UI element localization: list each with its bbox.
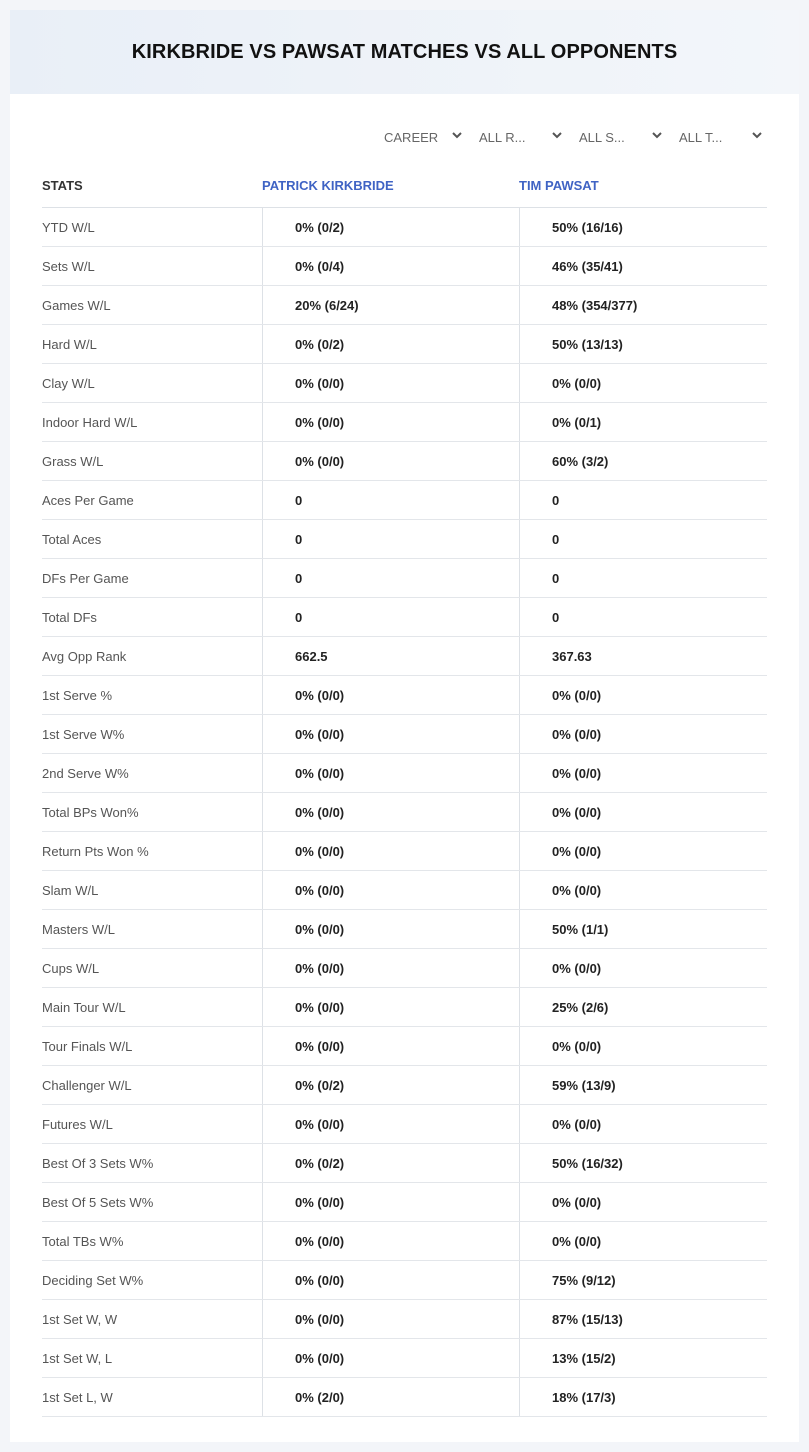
stat-label: Best Of 3 Sets W% [42, 1155, 154, 1171]
player2-value: 50% (16/32) [519, 1144, 767, 1182]
player1-value: 0% (0/0) [262, 364, 519, 402]
table-row [42, 442, 767, 481]
table-row [42, 871, 767, 910]
table-row [42, 598, 767, 637]
player1-value: 0% (0/0) [262, 988, 519, 1026]
player2-value: 50% (13/13) [519, 325, 767, 363]
player2-value: 0% (0/0) [519, 793, 767, 831]
stat-label: Cups W/L [42, 960, 100, 976]
stat-label: 1st Set W, W [42, 1311, 118, 1327]
player1-value: 0% (0/0) [262, 442, 519, 480]
player2-value: 0% (0/0) [519, 1183, 767, 1221]
filter-bar [10, 94, 799, 164]
player1-value: 0 [262, 598, 519, 636]
player2-value: 46% (35/41) [519, 247, 767, 285]
player1-value: 0% (0/0) [262, 676, 519, 714]
player2-value: 87% (15/13) [519, 1300, 767, 1338]
table-row [42, 949, 767, 988]
filter-career-select[interactable] [384, 126, 464, 148]
stat-label: DFs Per Game [42, 570, 129, 586]
player1-value: 20% (6/24) [262, 286, 519, 324]
chevron-down-icon [750, 128, 764, 142]
table-row [42, 988, 767, 1027]
stat-label: Total BPs Won% [42, 804, 139, 820]
player1-value: 0 [262, 559, 519, 597]
player2-value: 0% (0/0) [519, 754, 767, 792]
stat-label: Total DFs [42, 609, 97, 625]
player2-value: 0% (0/1) [519, 403, 767, 441]
player2-value: 0% (0/0) [519, 871, 767, 909]
page-header [10, 10, 799, 94]
table-row [42, 247, 767, 286]
player1-value: 0% (0/0) [262, 1339, 519, 1377]
player1-value: 662.5 [262, 637, 519, 675]
stat-label: Total Aces [42, 531, 102, 547]
table-row [42, 403, 767, 442]
table-row [42, 364, 767, 403]
stat-label: Aces Per Game [42, 492, 134, 508]
stat-label: Games W/L [42, 297, 111, 313]
stat-label: Avg Opp Rank [42, 648, 127, 664]
player1-value: 0% (0/0) [262, 754, 519, 792]
table-row [42, 1066, 767, 1105]
table-row [42, 1261, 767, 1300]
stat-label: 1st Set W, L [42, 1350, 113, 1366]
table-row [42, 1378, 767, 1417]
player1-value: 0% (0/0) [262, 1105, 519, 1143]
table-row [42, 520, 767, 559]
player2-value: 13% (15/2) [519, 1339, 767, 1377]
player1-value: 0% (0/2) [262, 1066, 519, 1104]
stat-label: Grass W/L [42, 453, 104, 469]
player1-value: 0% (0/0) [262, 1222, 519, 1260]
player2-value: 0% (0/0) [519, 949, 767, 987]
table-row [42, 1300, 767, 1339]
stat-label: Clay W/L [42, 375, 95, 391]
chevron-down-icon [550, 128, 564, 142]
filter-round-label: ALL R... [479, 129, 526, 145]
player1-value: 0% (0/2) [262, 1144, 519, 1182]
player2-value: 0 [519, 598, 767, 636]
player1-value: 0% (0/0) [262, 715, 519, 753]
player2-value: 50% (1/1) [519, 910, 767, 948]
table-body [42, 208, 767, 1417]
table-row [42, 1027, 767, 1066]
player2-value: 59% (13/9) [519, 1066, 767, 1104]
stat-label: Best Of 5 Sets W% [42, 1194, 154, 1210]
stat-label: Main Tour W/L [42, 999, 126, 1015]
table-row [42, 754, 767, 793]
player2-value: 60% (3/2) [519, 442, 767, 480]
stat-label: 1st Serve W% [42, 726, 125, 742]
player2-value: 50% (16/16) [519, 208, 767, 246]
player1-value: 0% (0/0) [262, 949, 519, 987]
stat-label: Masters W/L [42, 921, 115, 937]
filter-career-label: CAREER [384, 129, 439, 145]
table-header [42, 164, 767, 208]
player2-value: 0% (0/0) [519, 1027, 767, 1065]
table-row [42, 208, 767, 247]
player2-value: 0 [519, 520, 767, 558]
player2-value: 75% (9/12) [519, 1261, 767, 1299]
player2-value: 18% (17/3) [519, 1378, 767, 1416]
stats-table [10, 164, 799, 1417]
table-row [42, 1339, 767, 1378]
player1-value: 0% (0/0) [262, 832, 519, 870]
stat-label: Slam W/L [42, 882, 99, 898]
column-header-player2[interactable]: TIM PAWSAT [519, 178, 599, 193]
filter-tournament-label: ALL T... [679, 129, 723, 145]
table-row [42, 832, 767, 871]
stat-label: Futures W/L [42, 1116, 113, 1132]
player2-value: 0 [519, 559, 767, 597]
stat-label: Tour Finals W/L [42, 1038, 133, 1054]
column-header-player1[interactable]: PATRICK KIRKBRIDE [262, 178, 394, 193]
player2-value: 0% (0/0) [519, 364, 767, 402]
table-row [42, 481, 767, 520]
chevron-down-icon [450, 128, 464, 142]
player2-value: 48% (354/377) [519, 286, 767, 324]
player1-value: 0% (0/0) [262, 1261, 519, 1299]
stats-card [10, 10, 799, 1442]
table-row [42, 1183, 767, 1222]
player1-value: 0% (0/0) [262, 1300, 519, 1338]
table-row [42, 793, 767, 832]
player1-value: 0% (2/0) [262, 1378, 519, 1416]
table-row [42, 637, 767, 676]
filter-tournament-select[interactable] [679, 126, 764, 148]
player2-value: 0 [519, 481, 767, 519]
filter-surface-select[interactable] [579, 126, 664, 148]
stat-label: Return Pts Won % [42, 843, 149, 859]
player2-value: 0% (0/0) [519, 832, 767, 870]
player1-value: 0% (0/0) [262, 910, 519, 948]
player1-value: 0% (0/0) [262, 871, 519, 909]
player1-value: 0 [262, 481, 519, 519]
player1-value: 0% (0/0) [262, 403, 519, 441]
player2-value: 0% (0/0) [519, 1105, 767, 1143]
stat-label: 1st Set L, W [42, 1389, 113, 1405]
filter-surface-label: ALL S... [579, 129, 625, 145]
stat-label: 1st Serve % [42, 687, 113, 703]
player1-value: 0% (0/0) [262, 1183, 519, 1221]
player1-value: 0 [262, 520, 519, 558]
player1-value: 0% (0/0) [262, 1027, 519, 1065]
player2-value: 367.63 [519, 637, 767, 675]
table-row [42, 1144, 767, 1183]
column-header-stats: STATS [42, 178, 83, 193]
player1-value: 0% (0/4) [262, 247, 519, 285]
table-row [42, 559, 767, 598]
player2-value: 0% (0/0) [519, 715, 767, 753]
player1-value: 0% (0/0) [262, 793, 519, 831]
page-title: KIRKBRIDE VS PAWSAT MATCHES VS ALL OPPONENTS [131, 40, 678, 63]
table-row [42, 676, 767, 715]
player1-value: 0% (0/2) [262, 208, 519, 246]
table-row [42, 910, 767, 949]
player2-value: 25% (2/6) [519, 988, 767, 1026]
stat-label: Total TBs W% [42, 1233, 124, 1249]
player2-value: 0% (0/0) [519, 1222, 767, 1260]
stat-label: Indoor Hard W/L [42, 414, 138, 430]
stat-label: Challenger W/L [42, 1077, 132, 1093]
stat-label: Sets W/L [42, 258, 95, 274]
table-row [42, 325, 767, 364]
table-row [42, 286, 767, 325]
stat-label: 2nd Serve W% [42, 765, 129, 781]
table-row [42, 715, 767, 754]
chevron-down-icon [650, 128, 664, 142]
stat-label: YTD W/L [42, 219, 95, 235]
table-row [42, 1222, 767, 1261]
filter-round-select[interactable] [479, 126, 564, 148]
stat-label: Hard W/L [42, 336, 97, 352]
stat-label: Deciding Set W% [42, 1272, 144, 1288]
player2-value: 0% (0/0) [519, 676, 767, 714]
table-row [42, 1105, 767, 1144]
player1-value: 0% (0/2) [262, 325, 519, 363]
